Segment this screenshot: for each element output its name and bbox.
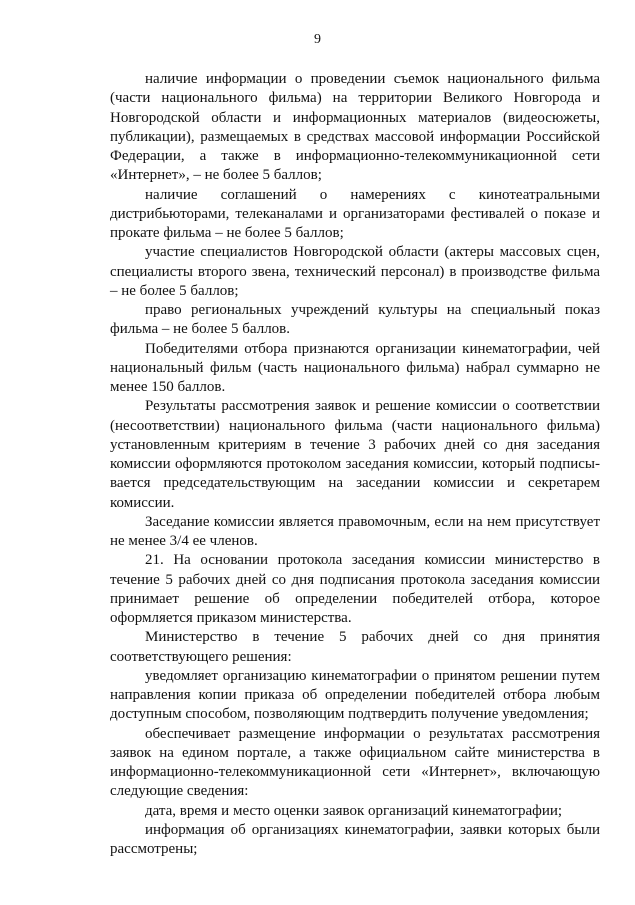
paragraph-ministry-duties: Министерство в течение 5 рабочих дней со дня принятия соответствующего решения: — [110, 629, 600, 665]
paragraph-reviewed-organizations: информация об организациях кинематографии, заявки которых были рассмотрены; — [110, 821, 600, 857]
paragraph-winners-threshold: Победителями отбора признаются организации кинематографии, чей национальный фильм (часть национального фильма) набрал суммарно не менее 150 баллов. — [110, 340, 600, 395]
paragraph-date-time-place: дата, время и место оценки заявок организаций кинематографии; — [145, 802, 563, 819]
paragraph-special-screening: право региональных учреждений культуры на специальный показ фильма – не более 5 баллов. — [110, 302, 600, 338]
paragraph-clause-21: 21. На основании протокола заседания комиссии министерство в течение 5 рабочих дней со дня подписания протокола заседания комиссии принимает решение об определении победителей отбора, которое оформляется приказом министерства. — [110, 552, 600, 626]
paragraph-distribution-agreements: наличие соглашений о намерениях с кинотеатральными дистрибьюторами, телеканалами и организаторами фестивалей о показе и прокате фильма – не более 5 баллов; — [110, 186, 600, 241]
paragraph-quorum: Заседание комиссии является правомочным, если на нем присутствует не менее 3/4 ее членов. — [110, 513, 600, 549]
document-body — [110, 70, 600, 859]
paragraph-publish-results: обеспечивает размещение информации о результатах рассмотрения заявок на едином портале, а также официальном сайте министерства в информационно-телекоммуникационной сети «Интернет», включающую следующие сведения: — [110, 725, 600, 800]
paragraph-local-specialists: участие специалистов Новгородской области (актеры массовых сцен, специалисты второго звена, технический персонал) в производстве фильма – не более 5 баллов; — [110, 244, 600, 299]
page-number: 9 — [314, 32, 321, 47]
paragraph-review-results: Результаты рассмотрения заявок и решение комиссии о соответствии (несоответствии) национального фильма (части национального фильма) установленным критериям в течение 3 рабочих дней со дня заседания комиссии оформляются протоколом заседания комиссии, который подписывается председательствующим на заседании комиссии и секретарем комиссии. — [110, 398, 600, 511]
paragraph-filming-info: наличие информации о проведении съемок национального фильма (части национального фильма) на территории Великого Новгорода и Новгородской области и информационных материалов (видеосюжеты, публикации), размещаемых в средствах массовой информации Российской Федерации, а также в информационно-телекоммуникационной сети «Интернет», – не более 5 баллов; — [110, 71, 600, 184]
paragraph-notify-organization: уведомляет организацию кинематографии о принятом решении путем направления копии приказа об определении победителей отбора любым доступным способом, позволяющим подтвердить получение уведомления; — [110, 667, 600, 723]
